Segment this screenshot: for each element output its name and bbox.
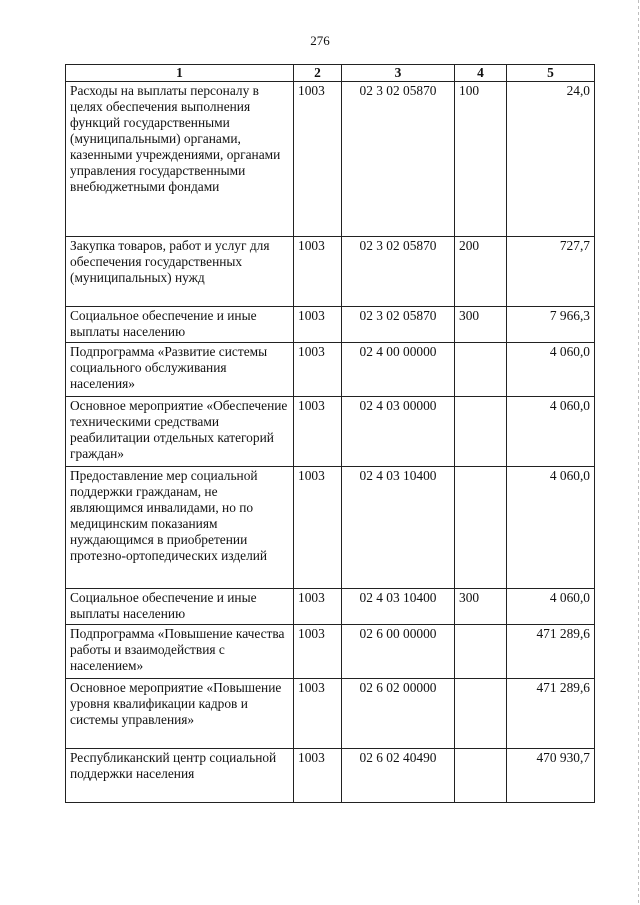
row-expense-type: 200 <box>455 237 507 307</box>
header-cell: 4 <box>455 65 507 82</box>
row-name: Подпрограмма «Повышение качества работы и взаимодействия с населением» <box>66 625 294 679</box>
row-section: 1003 <box>294 82 342 237</box>
row-section: 1003 <box>294 625 342 679</box>
header-row <box>66 65 595 82</box>
row-expense-type: 300 <box>455 307 507 343</box>
table-row <box>66 625 595 679</box>
row-expense-type <box>455 343 507 397</box>
row-expense-type <box>455 625 507 679</box>
row-section: 1003 <box>294 343 342 397</box>
row-amount: 4 060,0 <box>507 397 595 467</box>
row-expense-type <box>455 749 507 803</box>
row-amount: 471 289,6 <box>507 625 595 679</box>
row-section: 1003 <box>294 589 342 625</box>
row-code: 02 4 00 00000 <box>342 343 455 397</box>
row-expense-type: 100 <box>455 82 507 237</box>
table-row <box>66 749 595 803</box>
table-row <box>66 679 595 749</box>
row-section: 1003 <box>294 397 342 467</box>
row-amount: 471 289,6 <box>507 679 595 749</box>
row-name: Республиканский центр социальной поддержки населения <box>66 749 294 803</box>
header-cell: 2 <box>294 65 342 82</box>
row-code: 02 4 03 00000 <box>342 397 455 467</box>
row-code: 02 4 03 10400 <box>342 467 455 589</box>
budget-table <box>65 64 595 803</box>
row-amount: 7 966,3 <box>507 307 595 343</box>
row-expense-type: 300 <box>455 589 507 625</box>
row-section: 1003 <box>294 467 342 589</box>
row-code: 02 6 02 00000 <box>342 679 455 749</box>
table-row <box>66 589 595 625</box>
row-amount: 727,7 <box>507 237 595 307</box>
row-code: 02 6 02 40490 <box>342 749 455 803</box>
row-section: 1003 <box>294 679 342 749</box>
header-cell: 5 <box>507 65 595 82</box>
row-code: 02 3 02 05870 <box>342 307 455 343</box>
row-amount: 470 930,7 <box>507 749 595 803</box>
row-expense-type <box>455 397 507 467</box>
row-section: 1003 <box>294 237 342 307</box>
row-name: Подпрограмма «Развитие системы социального обслуживания населения» <box>66 343 294 397</box>
row-name: Расходы на выплаты персоналу в целях обеспечения выполнения функций государственными (муниципальными) органами, казенными учреждениями, органами управления государственными внебюджетными фондами <box>66 82 294 237</box>
scan-edge-line <box>638 0 639 905</box>
table-row <box>66 343 595 397</box>
row-code: 02 4 03 10400 <box>342 589 455 625</box>
table-row <box>66 467 595 589</box>
row-section: 1003 <box>294 749 342 803</box>
row-amount: 4 060,0 <box>507 343 595 397</box>
page-number: 276 <box>310 33 330 48</box>
row-name: Социальное обеспечение и иные выплаты населению <box>66 589 294 625</box>
row-name: Основное мероприятие «Обеспечение техническими средствами реабилитации отдельных категорий граждан» <box>66 397 294 467</box>
row-expense-type <box>455 679 507 749</box>
table-row <box>66 397 595 467</box>
row-amount: 4 060,0 <box>507 467 595 589</box>
row-name: Закупка товаров, работ и услуг для обеспечения государственных (муниципальных) нужд <box>66 237 294 307</box>
table-row <box>66 307 595 343</box>
header-cell: 3 <box>342 65 455 82</box>
row-code: 02 3 02 05870 <box>342 82 455 237</box>
row-amount: 4 060,0 <box>507 589 595 625</box>
row-amount: 24,0 <box>507 82 595 237</box>
row-section: 1003 <box>294 307 342 343</box>
row-code: 02 6 00 00000 <box>342 625 455 679</box>
row-name: Основное мероприятие «Повышение уровня квалификации кадров и системы управления» <box>66 679 294 749</box>
row-code: 02 3 02 05870 <box>342 237 455 307</box>
table-row <box>66 237 595 307</box>
row-expense-type <box>455 467 507 589</box>
row-name: Предоставление мер социальной поддержки гражданам, не являющимся инвалидами, но по медицинским показаниям нуждающимся в приобретении протезно-ортопедических изделий <box>66 467 294 589</box>
row-name: Социальное обеспечение и иные выплаты населению <box>66 307 294 343</box>
header-cell: 1 <box>66 65 294 82</box>
table-row <box>66 82 595 237</box>
